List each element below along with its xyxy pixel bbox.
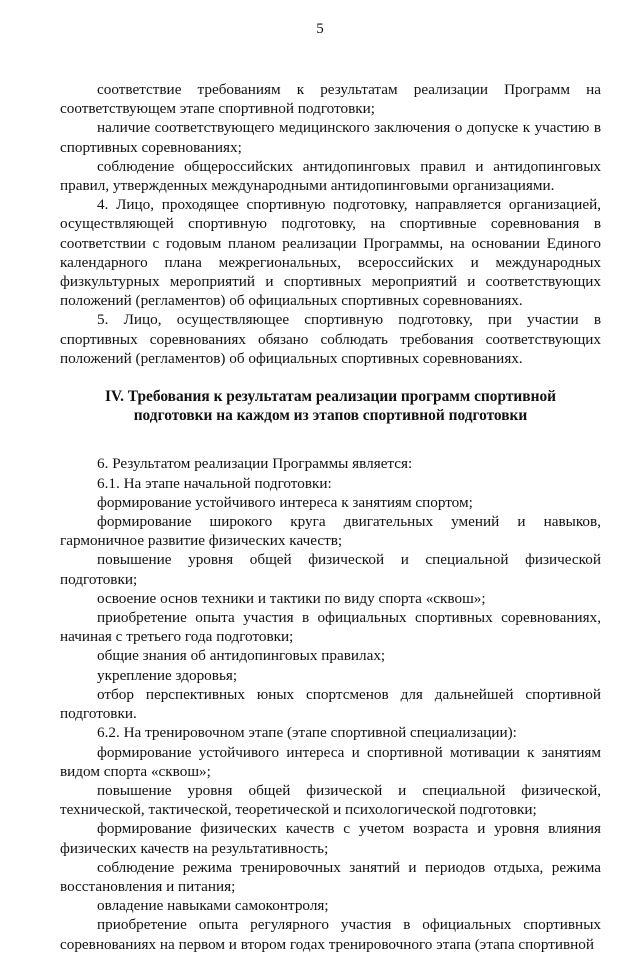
paragraph: формирование широкого круга двигательных умений и навыков, гармоничное развитие физических качеств; — [60, 513, 601, 550]
paragraph: наличие соответствующего медицинского заключения о допуске к участию в спортивных соревнованиях; — [60, 119, 601, 156]
paragraph: формирование устойчивого интереса и спортивной мотивации к занятиям видом спорта «сквош»; — [60, 743, 601, 780]
paragraph: соблюдение режима тренировочных занятий и периодов отдыха, режима восстановления и питания; — [60, 858, 601, 895]
paragraph: 6.1. На этапе начальной подготовки: — [97, 474, 332, 492]
paragraph: отбор перспективных юных спортсменов для дальнейшей спортивной подготовки. — [60, 685, 601, 723]
paragraph: соблюдение общероссийских антидопинговых правил и антидопинговых правил, утвержденных международными антидопинговыми организациями. — [60, 157, 601, 195]
section-heading-line-2: подготовки на каждом из этапов спортивной подготовки — [133, 407, 528, 425]
paragraph: овладение навыками самоконтроля; — [97, 897, 329, 915]
page-number: 5 — [316, 21, 324, 37]
paragraph: 4. Лицо, проходящее спортивную подготовку, направляется организацией, осуществляющей спортивную подготовку, на спортивные соревнования в соответствии с годовым планом реализации Программы, на основании Единого календарного плана межрегиональных, всероссийских и международных физкультурных мероприятий и спортивных мероприятий и соответствующих положений (регламентов) об официальных спортивных соревнованиях. — [60, 196, 601, 310]
paragraph: 6. Результатом реализации Программы является: — [97, 455, 413, 473]
section-heading-line-1: IV. Требования к результатам реализации программ спортивной — [104, 388, 557, 406]
paragraph: повышение уровня общей физической и специальной физической, технической, тактической, теоретической и психологической подготовки; — [60, 781, 601, 819]
paragraph: приобретение опыта регулярного участия в официальных спортивных соревнованиях на первом и втором годах тренировочного этапа (этапа спортивной — [60, 916, 601, 953]
document-body — [60, 80, 601, 954]
paragraph: 6.2. На тренировочном этапе (этапе спортивной специализации): — [97, 724, 517, 742]
paragraph: укрепление здоровья; — [97, 666, 238, 684]
paragraph: формирование устойчивого интереса к занятиям спортом; — [97, 493, 473, 511]
paragraph: формирование физических качеств с учетом возраста и уровня влияния физических качеств на результативность; — [60, 820, 601, 857]
paragraph: общие знания об антидопинговых правилах; — [97, 647, 386, 665]
paragraph: приобретение опыта участия в официальных спортивных соревнованиях, начиная с третьего года подготовки; — [60, 609, 601, 646]
paragraph: 5. Лицо, осуществляющее спортивную подготовку, при участии в спортивных соревнованиях обязано соблюдать требования соответствующих положений (регламентов) об официальных спортивных соревнованиях. — [60, 311, 601, 367]
paragraph: повышение уровня общей физической и специальной физической подготовки; — [60, 551, 601, 588]
paragraph: освоение основ техники и тактики по виду спорта «сквош»; — [97, 589, 486, 607]
paragraph: соответствие требованиям к результатам реализации Программ на соответствующем этапе спортивной подготовки; — [60, 81, 601, 118]
